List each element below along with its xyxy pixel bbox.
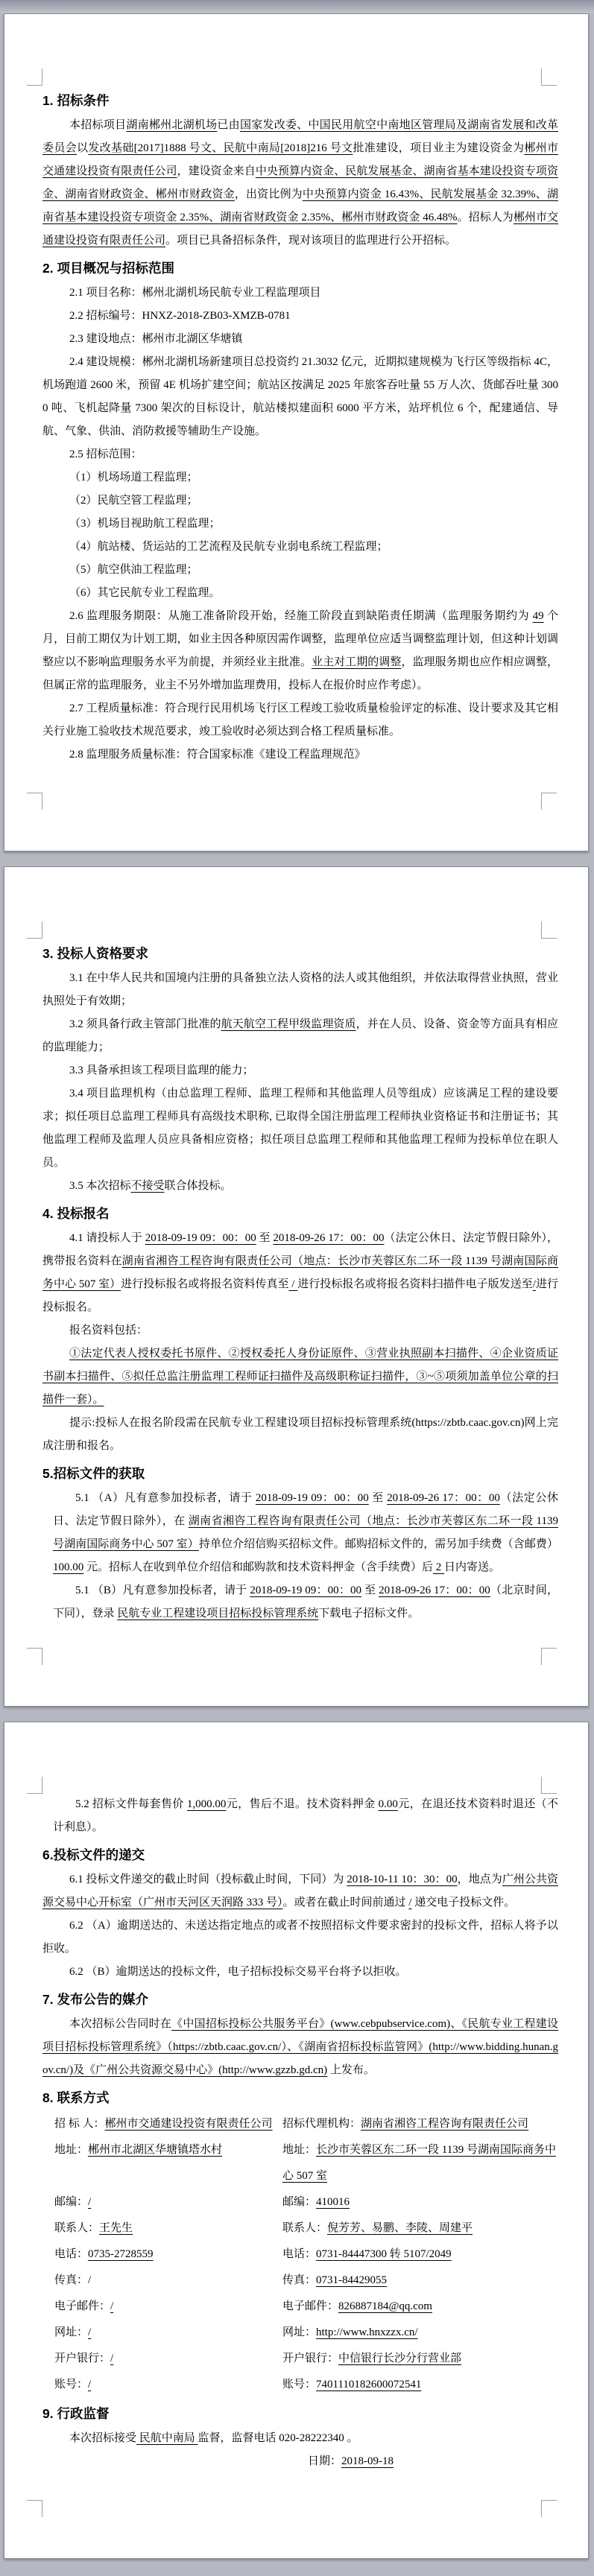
- underlined-field-value: 826887184@qq.com: [338, 2300, 432, 2312]
- underlined-field-value: 湖南省湘咨工程咨询有限责任公司（地点：长沙市芙蓉区东二环一段 1139 号湖南国际商务中心 507 室）: [53, 1515, 558, 1550]
- text-run: 邮编：: [54, 2196, 89, 2208]
- underlined-field-value: 业主对工期的调整: [312, 656, 402, 668]
- section-heading: [42, 2087, 558, 2109]
- text-run: 2.6 监理服务期限：从施工准备阶段开始，经施工阶段直到缺陷责任期满（监理服务期约为: [69, 610, 533, 622]
- text-run: （北京时间，下同），登录: [53, 1584, 558, 1619]
- paragraph: [53, 1487, 558, 1579]
- underlined-field-value: 不接受: [130, 1180, 165, 1192]
- underlined-field-value: 民航专业工程建设项目招标投标管理系统: [117, 1608, 319, 1619]
- contact-left-cell: [54, 2320, 282, 2346]
- section-heading: [42, 1988, 558, 2011]
- paragraph: [42, 489, 558, 513]
- underlined-field-value: ①法定代表人授权委托书原件、②授权委托人身份证原件、③营业执照副本扫描件、④企业资质证书副本扫描件、⑤拟任总监注册监理工程师证扫描件及高级职称证扫描件，③~⑤项须加盖单位公章的扫描件一套）。: [42, 1348, 558, 1406]
- underlined-field-value: 中央预算内资金、民航发展基金、湖南省基本建设投资专项资金、湖南省财政资金、郴州市财政资金: [42, 165, 558, 200]
- underlined-field-value: /: [532, 1278, 536, 1290]
- paragraph: [53, 1793, 558, 1839]
- contact-right-cell: [282, 2372, 558, 2398]
- text-run: 网址：: [54, 2326, 89, 2338]
- text-run: /: [88, 2274, 92, 2286]
- contact-left-cell: [54, 2294, 282, 2320]
- paragraph: [42, 967, 558, 1013]
- text-run: 联系人：: [54, 2222, 100, 2234]
- text-run: 8. 联系方式: [42, 2090, 110, 2105]
- text-run: （4）航站楼、货运站的工艺流程及民航专业弱电系统工程监理；: [69, 541, 388, 553]
- text-run: ，监理服务期也应作相应调整，但属正常的监理服务，业主不另外增加监理费用，投标人在报价时应作考虑）。: [42, 656, 558, 691]
- contact-left-cell: [54, 2137, 282, 2189]
- page-2: [4, 866, 589, 1707]
- section-heading: [42, 1462, 558, 1485]
- text-run: 2.1 项目名称：郴州北湖机场民航专业工程监理项目: [69, 287, 321, 299]
- contact-right-cell: [282, 2268, 558, 2294]
- paragraph: [42, 1868, 558, 1914]
- contact-right-cell: [282, 2189, 558, 2215]
- paragraph: [42, 1914, 558, 1961]
- text-run: ，建设资金来自: [177, 165, 256, 177]
- underlined-field-value: 2: [433, 1561, 445, 1573]
- margin-crop-mark-icon: [541, 921, 557, 939]
- margin-crop-mark-icon: [27, 921, 42, 939]
- text-run: 报名资料包括：: [69, 1325, 148, 1336]
- contact-left-cell: [54, 2268, 282, 2294]
- underlined-field-value: 郴州市交通建设投资有限责任公司: [42, 212, 558, 247]
- text-run: 。招标人为: [457, 212, 514, 223]
- text-run: 元，售后不退。技术资料押金: [226, 1798, 379, 1810]
- contact-right-cell: [282, 2320, 558, 2346]
- text-run: 2.2 招标编号：HNXZ-2018-ZB03-XMZB-0781: [69, 310, 291, 322]
- underlined-field-value: 2018-09-26 17：00：00: [379, 1584, 490, 1596]
- underlined-field-value: 49: [532, 610, 544, 622]
- text-run: 元，在退还技术资料时退还（不计利息）。: [53, 1798, 558, 1833]
- paragraph: [42, 605, 558, 697]
- text-run: 7. 发布公告的媒介: [42, 1992, 148, 2007]
- contact-right-cell: [282, 2111, 558, 2137]
- contact-right-cell: [282, 2346, 558, 2372]
- margin-crop-mark-icon: [541, 1777, 557, 1794]
- text-run: 提示:投标人在报名阶段需在民航专业工程建设项目招标投标管理系统(https://zbtb.caac.gov.cn)网上完成注册和报名。: [42, 1417, 558, 1452]
- paragraph: [42, 1412, 558, 1458]
- page-1: [4, 13, 589, 851]
- text-run: 5.2 招标文件每套售价: [75, 1798, 187, 1810]
- underlined-field-value: 中央预算内资金 16.43%、民航发展基金 32.39%、湖南省基本建设投资专项资金 2.35%、湖南省财政资金 2.35%、郴州市财政资金 46.48%: [42, 188, 558, 223]
- contact-row: [54, 2111, 558, 2137]
- margin-crop-mark-icon: [27, 69, 42, 86]
- text-run: 元。招标人在收到单位介绍信和邮购款和技术资料押金（含手续费）后: [83, 1561, 434, 1573]
- underlined-field-value: 0.00: [378, 1798, 398, 1810]
- underlined-field-value: 中信银行长沙分行营业部: [338, 2353, 462, 2364]
- underlined-field-value: 100.00: [53, 1561, 84, 1573]
- underlined-field-value: /: [88, 2326, 92, 2338]
- underlined-field-value: 倪芳芳、易鹏、李陵、周建平: [327, 2222, 473, 2234]
- margin-crop-mark-icon: [27, 1648, 42, 1665]
- page-3: [4, 1722, 589, 2559]
- contact-row: [54, 2242, 558, 2268]
- paragraph: [42, 2427, 558, 2450]
- text-run: （3）机场目视助航工程监理；: [69, 518, 221, 530]
- contact-row: [54, 2346, 558, 2372]
- text-run: 至: [368, 1492, 388, 1504]
- paragraph: [42, 1013, 558, 1059]
- contact-left-cell: [54, 2189, 282, 2215]
- paragraph: [42, 282, 558, 305]
- text-run: 5.招标文件的获取: [42, 1466, 145, 1481]
- contact-row: [54, 2137, 558, 2189]
- text-run: 账号：: [282, 2379, 317, 2391]
- text-run: 以: [76, 142, 89, 154]
- underlined-field-value: 长沙市芙蓉区东二环一段 1139 号湖南国际商务中心 507 室: [282, 2144, 556, 2182]
- text-run: 本次招标公告同时在: [69, 2018, 172, 2030]
- underlined-field-value: 7401110182600072541: [316, 2379, 422, 2391]
- margin-crop-mark-icon: [27, 793, 42, 810]
- contact-row: [54, 2320, 558, 2346]
- text-run: （5）航空供油工程监理；: [69, 564, 198, 576]
- text-run: 6.1 投标文件递交的截止时间（投标截止时间，下同）为: [69, 1874, 347, 1885]
- text-run: （法定公休日、法定节假日除外），在: [53, 1492, 558, 1527]
- underlined-field-value: 2018-09-18: [341, 2455, 394, 2467]
- paragraph: [42, 1059, 558, 1082]
- contact-right-cell: [282, 2294, 558, 2320]
- underlined-field-value: 发改基础[2017]1888 号文、民航中南局[2018]216 号文: [88, 142, 353, 154]
- margin-crop-mark-icon: [27, 2500, 42, 2517]
- underlined-field-value: 0731-84429055: [316, 2274, 388, 2286]
- contact-left-cell: [54, 2242, 282, 2268]
- section-heading: [42, 89, 558, 112]
- underlined-field-value: 2018-09-19 09：00：00: [250, 1584, 362, 1596]
- underlined-field-value: 航天航空工程甲级监理资质: [221, 1018, 356, 1030]
- underlined-field-value: /: [110, 2353, 114, 2364]
- paragraph: [42, 536, 558, 559]
- text-run: 至: [361, 1584, 379, 1596]
- underlined-field-value: 1,000.00: [186, 1798, 227, 1810]
- margin-crop-mark-icon: [27, 1777, 42, 1794]
- paragraph: [42, 559, 558, 582]
- text-run: 1. 招标条件: [42, 93, 110, 108]
- text-run: 进行投标报名或将报名资料传真至: [121, 1278, 289, 1290]
- paragraph: [42, 2013, 558, 2082]
- underlined-field-value: 410016: [316, 2196, 350, 2208]
- text-run: 招标代理机构：: [282, 2118, 361, 2130]
- underlined-field-value: 0735-2728559: [88, 2248, 154, 2260]
- text-run: 6.投标文件的递交: [42, 1847, 145, 1862]
- contact-row: [54, 2215, 558, 2242]
- underlined-field-value: 广州公共资源交易中心开标室（广州市天河区天润路 333 号）: [42, 1874, 558, 1909]
- text-run: 传真：: [282, 2274, 317, 2286]
- underlined-field-value: 郴州市交通建设投资有限责任公司: [42, 142, 558, 177]
- underlined-field-value: 2018-09-19 09：00：00: [145, 1232, 256, 1244]
- underlined-field-value: /: [88, 2379, 92, 2391]
- contact-left-cell: [54, 2215, 282, 2242]
- text-run: 3.5 本次招标: [69, 1180, 131, 1192]
- page-3-content: [42, 1793, 558, 2473]
- text-run: 2. 项目概况与招标范围: [42, 261, 174, 276]
- text-run: 地址：: [282, 2144, 317, 2156]
- text-run: 6.2 （B）逾期送达的投标文件，电子招标投标交易平台将予以拒收。: [69, 1966, 407, 1978]
- paragraph: [42, 1082, 558, 1175]
- paragraph: [42, 1227, 558, 1319]
- text-run: 至: [256, 1232, 274, 1244]
- section-heading: [42, 2402, 558, 2425]
- text-run: 地址：: [54, 2144, 89, 2156]
- text-run: 2.8 监理服务质量标准：符合国家标准《建设工程监理规范》: [69, 749, 366, 761]
- paragraph: [42, 328, 558, 351]
- text-run: 账号：: [54, 2379, 89, 2391]
- paragraph: [42, 743, 558, 767]
- margin-crop-mark-icon: [541, 793, 557, 810]
- text-run: 电话：: [282, 2248, 317, 2260]
- paragraph: [42, 1961, 558, 1984]
- text-run: ，并在人员、设备、资金等方面具有相应的监理能力；: [42, 1018, 558, 1053]
- text-run: 。项目已具备招标条件，现对该项目的监理进行公开招标。: [165, 235, 457, 247]
- underlined-field-value: 2018-09-19 09：00：00: [255, 1492, 369, 1504]
- margin-crop-mark-icon: [541, 69, 557, 86]
- paragraph: [42, 582, 558, 605]
- underlined-field-value: /: [408, 1897, 412, 1909]
- underlined-field-value: 民航中南局: [136, 2432, 198, 2444]
- underlined-field-value: 湖南省湘咨工程咨询有限责任公司: [361, 2118, 529, 2130]
- text-run: 3. 投标人资格要求: [42, 946, 148, 961]
- paragraph: [42, 1175, 558, 1198]
- underlined-field-value: 2018-09-26 17：00：00: [273, 1232, 385, 1244]
- text-run: 4.1 请投标人于: [69, 1232, 145, 1244]
- text-run: 5.1 （B）凡有意参加投标者，请于: [75, 1584, 250, 1596]
- margin-crop-mark-icon: [541, 1648, 557, 1665]
- section-heading: [42, 1844, 558, 1866]
- text-run: 传真：: [54, 2274, 89, 2286]
- text-run: 3.4 项目监理机构（由总监理工程师、监理工程师和其他监理人员等组成）应该满足工程的建设要求；拟任项目总监理工程师具有高级技术职称, 已取得全国注册监理工程师执业资格证书和注册证书；其他监理工程师及监理人员应具备相应资格；拟任项目总监理工程师和其他监理工程师为投标单位在职人员。: [42, 1088, 558, 1169]
- contact-left-cell: [54, 2346, 282, 2372]
- contact-right-cell: [282, 2242, 558, 2268]
- paragraph: [42, 1319, 558, 1342]
- text-run: 本次招标接受: [69, 2432, 137, 2444]
- text-run: 2.5 招标范围：: [69, 448, 142, 460]
- text-run: 4. 投标报名: [42, 1206, 110, 1221]
- underlined-field-value: /: [110, 2300, 114, 2312]
- text-run: 邮编：: [282, 2196, 317, 2208]
- underlined-field-value: /: [88, 2196, 92, 2208]
- text-run: 本招标项目: [69, 119, 127, 131]
- text-run: 已由: [217, 119, 240, 131]
- text-run: （法定公休日、法定节假日除外），携带报名资料在: [42, 1232, 558, 1267]
- contact-left-cell: [54, 2111, 282, 2137]
- paragraph: [42, 466, 558, 489]
- paragraph: [42, 697, 558, 743]
- underlined-field-value: 郴州市交通建设投资有限责任公司: [104, 2118, 273, 2130]
- paragraph: [42, 351, 558, 443]
- text-run: 持单位介绍信购买招标文件。邮购招标文件的，需另加手续费（含邮费）: [198, 1538, 558, 1550]
- text-run: 批准建设，项目业主为建设资金为: [353, 142, 525, 154]
- text-run: 3.1 在中华人民共和国境内注册的具备独立法人资格的法人或其他组织，并依法取得营业执照，营业执照处于有效期；: [42, 972, 558, 1007]
- paragraph: [42, 513, 558, 536]
- date-line: [42, 2450, 558, 2473]
- underlined-field-value: 2018-10-11 10：30：00: [347, 1874, 458, 1885]
- underlined-field-value: 2018-09-26 17：00：00: [387, 1492, 500, 1504]
- text-run: 2.3 建设地点：郴州市北湖区华塘镇: [69, 333, 243, 345]
- text-run: 进行投标报名或将报名资料扫描件电子版发送至: [297, 1278, 533, 1290]
- text-run: 招 标 人：: [54, 2118, 105, 2130]
- text-run: 。或者在截止时间前通过: [282, 1897, 409, 1909]
- text-run: 5.1 （A）凡有意参加投标者，请于: [75, 1492, 256, 1504]
- text-run: 电子邮件：: [282, 2300, 339, 2312]
- text-run: 电子邮件：: [54, 2300, 111, 2312]
- section-heading: [42, 1202, 558, 1225]
- contact-right-cell: [282, 2215, 558, 2242]
- text-run: 日内寄送。: [444, 1561, 501, 1573]
- page-2-content: [42, 938, 558, 1625]
- paragraph: [42, 1342, 558, 1412]
- text-run: 进行投标报名。: [42, 1278, 558, 1313]
- underlined-field-value: 0731-84447300 转 5107/2049: [316, 2248, 452, 2260]
- underlined-field-value: 国家发改委、中国民用航空中南地区管理局及湖南省发展和改革委员会: [42, 119, 558, 154]
- text-run: （6）其它民航专业工程监理。: [69, 587, 221, 599]
- underlined-field-value: 湖南省湘咨工程咨询有限责任公司（地点：长沙市芙蓉区东二环一段 1139 号湖南国际商务中心 507 室）: [42, 1255, 558, 1290]
- text-run: ，地点为: [457, 1874, 502, 1885]
- paragraph: [42, 305, 558, 328]
- section-heading: [42, 942, 558, 965]
- text-run: 日期：: [308, 2455, 342, 2467]
- text-run: 下载电子招标文件。: [318, 1608, 420, 1619]
- underlined-field-value: /: [288, 1278, 298, 1290]
- text-run: 个月，目前工期仅为计划工期，如业主因各种原因需作调整，监理单位应适当调整监理计划，但这种计划调整应以不影响监理服务水平为前提，并须经业主批准。: [42, 610, 558, 668]
- text-run: 递交电子投标文件。: [411, 1897, 516, 1909]
- underlined-field-value: 王先生: [99, 2222, 133, 2234]
- contact-row: [54, 2372, 558, 2398]
- contact-right-cell: [282, 2137, 558, 2189]
- text-run: （1）机场场道工程监理；: [69, 472, 198, 483]
- text-run: 联系人：: [282, 2222, 328, 2234]
- text-run: 2.7 工程质量标准：符合现行民用机场飞行区工程竣工验收质量检验评定的标准、设计要求及其它相关行业施工验收技术规范要求，竣工验收时必须达到合格工程质量标准。: [42, 702, 558, 737]
- text-run: 3.3 具备承担该工程项目监理的能力；: [69, 1065, 254, 1076]
- underlined-field-value: http://www.hnxzzx.cn/: [316, 2326, 418, 2338]
- paragraph: [53, 1579, 558, 1625]
- text-run: 上发布。: [327, 2064, 375, 2076]
- text-run: 监督，监督电话 020-28222340 。: [198, 2432, 358, 2444]
- text-run: 网址：: [282, 2326, 317, 2338]
- text-run: 开户银行：: [54, 2353, 111, 2364]
- text-run: 3.2 须具备行政主管部门批准的: [69, 1018, 221, 1030]
- paragraph: [42, 114, 558, 253]
- contact-row: [54, 2189, 558, 2215]
- text-run: 6.2 （A）逾期送达的、未送达指定地点的或者不按照招标文件要求密封的投标文件，招标人将予以拒收。: [42, 1920, 558, 1955]
- section-heading: [42, 257, 558, 279]
- text-run: 联合体投标。: [164, 1180, 232, 1192]
- margin-crop-mark-icon: [541, 2500, 557, 2517]
- page-1-content: [42, 85, 558, 767]
- text-run: 9. 行政监督: [42, 2406, 110, 2421]
- contact-row: [54, 2268, 558, 2294]
- underlined-field-value: 郴州市北湖区华塘镇塔水村: [88, 2144, 223, 2156]
- text-run: 开户银行：: [282, 2353, 339, 2364]
- paragraph: [42, 443, 558, 466]
- contact-row: [54, 2294, 558, 2320]
- text-run: 2.4 建设规模：郴州北湖机场新建项目总投资约 21.3032 亿元，近期拟建规模为飞行区等级指标 4C，机场跑道 2600 米，预留 4E 机场扩建空间；航站区按满足 2025 年旅客吞吐量 55 万人次、货邮吞吐量 3000 吨、飞机起降量 7300 架次的目标设计，航站楼拟建面积 6000 平方米，站坪机位 6 个，配建通信、导航、气象、供油、消防救援等辅助生产设施。: [42, 356, 558, 437]
- contact-left-cell: [54, 2372, 282, 2398]
- text-run: （2）民航空管工程监理；: [69, 495, 198, 507]
- underlined-field-value: 《中国招标投标公共服务平台》(www.cebpubservice.com)、《民航专业工程建设项目招标投标管理系统》（https://zbtb.caac.gov.cn/）、《湖南省招标投标监管网》(http://www.bidding.hunan.gov.cn/)及《广州公共资源交易中心》(http://www.gzzb.gd.cn): [42, 2018, 558, 2076]
- text-run: ，出资比例为: [234, 188, 303, 200]
- underlined-field-value: 湖南郴州北湖机场: [126, 119, 218, 131]
- text-run: 电话：: [54, 2248, 89, 2260]
